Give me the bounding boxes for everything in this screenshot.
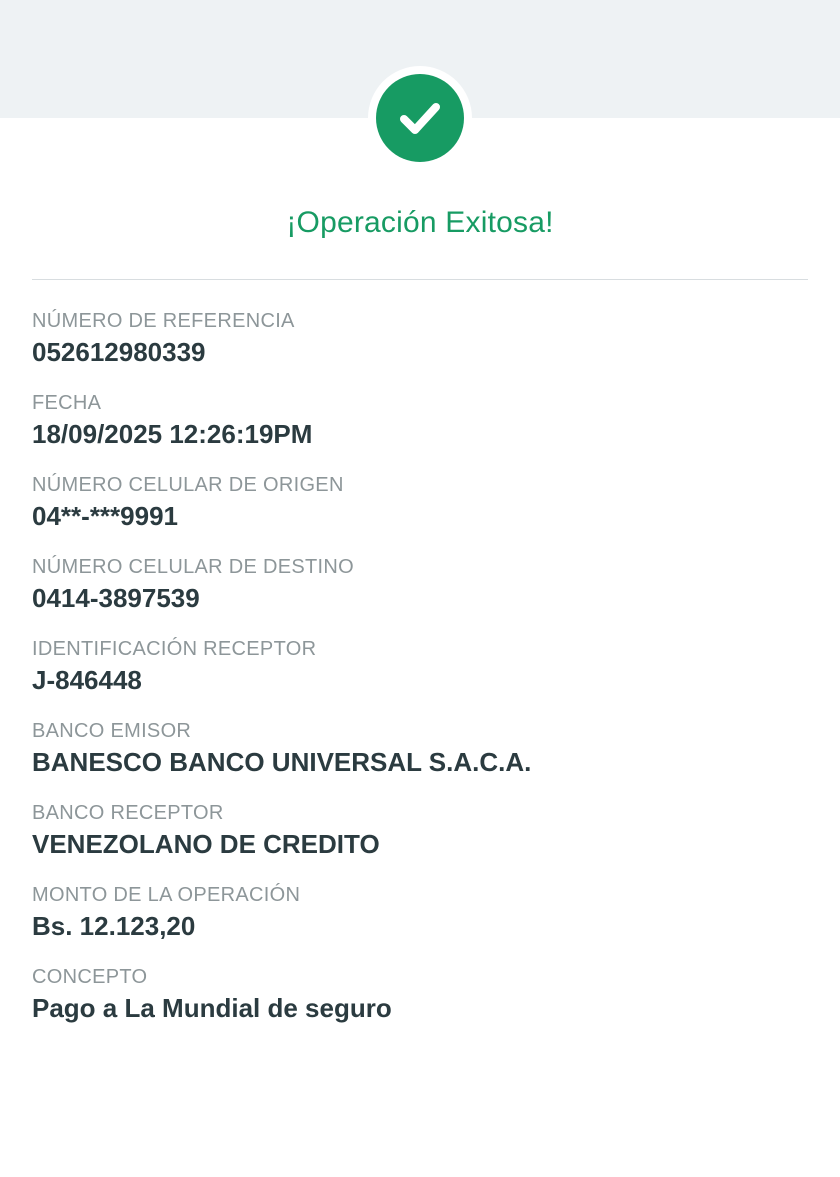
list-item: [32, 718, 808, 779]
field-value: 04**-***9991: [32, 501, 179, 531]
field-value: Pago a La Mundial de seguro: [32, 993, 392, 1023]
list-item: [32, 390, 808, 451]
field-label: FECHA: [32, 392, 102, 414]
list-item: [32, 636, 808, 697]
field-label: CONCEPTO: [32, 966, 148, 988]
check-circle-icon: [376, 74, 464, 162]
field-label: MONTO DE LA OPERACIÓN: [32, 884, 301, 906]
list-item: [32, 472, 808, 533]
field-value: J-846448: [32, 665, 142, 695]
success-badge: [368, 66, 472, 170]
field-value: VENEZOLANO DE CREDITO: [32, 829, 380, 859]
field-label: BANCO EMISOR: [32, 720, 192, 742]
field-value: BANESCO BANCO UNIVERSAL S.A.C.A.: [32, 747, 532, 777]
list-item: [32, 554, 808, 615]
field-label: NÚMERO DE REFERENCIA: [32, 310, 295, 332]
field-value: 18/09/2025 12:26:19PM: [32, 419, 313, 449]
field-label: NÚMERO CELULAR DE DESTINO: [32, 556, 354, 578]
list-item: [32, 882, 808, 943]
receipt-field-list: [32, 308, 808, 1025]
field-label: BANCO RECEPTOR: [32, 802, 224, 824]
field-value: Bs. 12.123,20: [32, 911, 196, 941]
field-value: 0414-3897539: [32, 583, 200, 613]
field-value: 052612980339: [32, 337, 206, 367]
divider: [32, 279, 808, 280]
list-item: [32, 308, 808, 369]
field-label: NÚMERO CELULAR DE ORIGEN: [32, 474, 344, 496]
page-title: ¡Operación Exitosa!: [286, 206, 554, 239]
list-item: [32, 964, 808, 1025]
field-label: IDENTIFICACIÓN RECEPTOR: [32, 638, 317, 660]
list-item: [32, 800, 808, 861]
